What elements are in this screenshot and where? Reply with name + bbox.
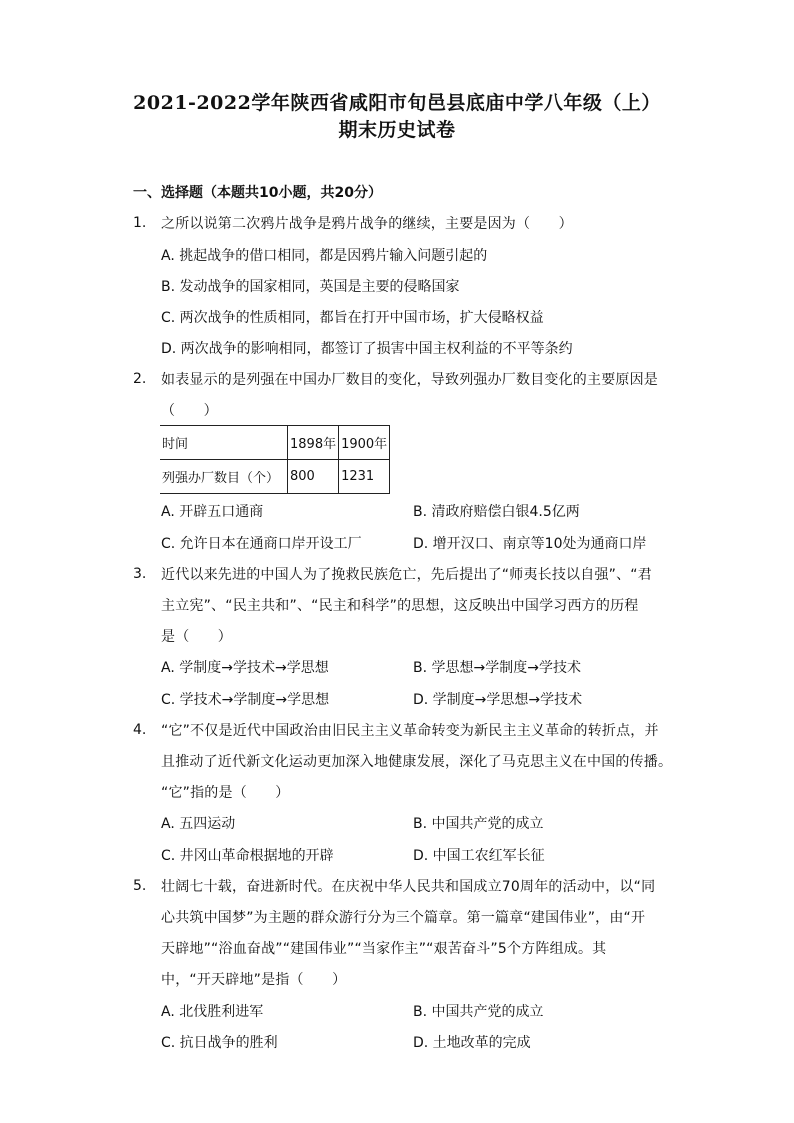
table-cell: 时间 bbox=[160, 426, 288, 460]
question-5-option-d: D. 土地改革的完成 bbox=[413, 1035, 531, 1051]
question-5-option-c: C. 抗日战争的胜利 bbox=[161, 1035, 278, 1051]
question-4-option-b: B. 中国共产党的成立 bbox=[413, 816, 544, 832]
table-cell: 列强办厂数目（个） bbox=[160, 460, 288, 494]
question-4-stem-line1: “它”不仅是近代中国政治由旧民主主义革命转变为新民主主义革命的转折点，并 bbox=[161, 723, 659, 739]
question-2-number: 2. bbox=[133, 371, 147, 387]
question-1-stem: 之所以说第二次鸦片战争是鸦片战争的继续，主要是因为（ ） bbox=[161, 216, 573, 232]
question-5-number: 5. bbox=[133, 878, 147, 894]
question-5-stem-line2: 心共筑中国梦”为主题的群众游行分为三个篇章。第一篇章“建国伟业”，由“开 bbox=[161, 910, 646, 926]
table-row bbox=[160, 460, 390, 494]
question-2-stem-line2: （ ） bbox=[161, 403, 218, 419]
question-3-option-a: A. 学制度→学技术→学思想 bbox=[161, 660, 329, 676]
question-5-stem-line4: 中，“开天辟地”是指（ ） bbox=[161, 972, 347, 988]
table-cell: 800 bbox=[288, 460, 339, 494]
question-4-stem-line3: “它”指的是（ ） bbox=[161, 785, 290, 801]
question-3-stem-line3: 是（ ） bbox=[161, 629, 232, 645]
exam-title-line2: 期末历史试卷 bbox=[338, 119, 456, 141]
table-cell: 1898年 bbox=[288, 426, 339, 460]
question-3-option-c: C. 学技术→学制度→学思想 bbox=[161, 692, 330, 708]
question-3-stem-line1: 近代以来先进的中国人为了挽救民族危亡，先后提出了“师夷长技以自强”、“君 bbox=[161, 567, 652, 583]
question-1-option-c: C. 两次战争的性质相同，都旨在打开中国市场，扩大侵略权益 bbox=[161, 310, 544, 326]
table-row bbox=[160, 426, 390, 460]
question-2-option-b: B. 清政府赔偿白银4.5亿两 bbox=[413, 504, 580, 520]
question-2-option-a: A. 开辟五口通商 bbox=[161, 504, 264, 520]
question-4-option-d: D. 中国工农红军长征 bbox=[413, 848, 545, 864]
question-3-stem-line2: 主立宪”、“民主共和”、“民主和科学”的思想，这反映出中国学习西方的历程 bbox=[161, 598, 639, 614]
question-1-option-b: B. 发动战争的国家相同，英国是主要的侵略国家 bbox=[161, 279, 460, 295]
question-4-option-c: C. 井冈山革命根据地的开辟 bbox=[161, 848, 334, 864]
question-3-number: 3. bbox=[133, 566, 147, 582]
section-heading: 一、选择题（本题共10小题，共20分） bbox=[133, 185, 382, 201]
question-2-stem-line1: 如表显示的是列强在中国办厂数目的变化，导致列强办厂数目变化的主要原因是 bbox=[161, 372, 658, 388]
question-5-stem-line1: 壮阔七十载，奋进新时代。在庆祝中华人民共和国成立70周年的活动中，以“同 bbox=[161, 879, 656, 895]
table-cell: 1231 bbox=[339, 460, 390, 494]
question-4-option-a: A. 五四运动 bbox=[161, 816, 236, 832]
question-5-stem-line3: 天辟地”“浴血奋战”“建国伟业”“当家作主”“艰苦奋斗”5个方阵组成。其 bbox=[161, 941, 607, 957]
question-2-option-d: D. 增开汉口、南京等10处为通商口岸 bbox=[413, 536, 647, 552]
question-4-number: 4. bbox=[133, 722, 147, 738]
exam-title-line1: 2021-2022学年陕西省咸阳市旬邑县底庙中学八年级（上） bbox=[133, 92, 661, 114]
table-cell: 1900年 bbox=[339, 426, 390, 460]
factory-count-table bbox=[160, 425, 390, 494]
question-3-option-b: B. 学思想→学制度→学技术 bbox=[413, 660, 581, 676]
question-3-option-d: D. 学制度→学思想→学技术 bbox=[413, 692, 583, 708]
question-1-option-a: A. 挑起战争的借口相同，都是因鸦片输入问题引起的 bbox=[161, 248, 488, 264]
question-2-option-c: C. 允许日本在通商口岸开设工厂 bbox=[161, 536, 362, 552]
question-4-stem-line2: 且推动了近代新文化运动更加深入地健康发展，深化了马克思主义在中国的传播。 bbox=[161, 754, 673, 770]
question-1-option-d: D. 两次战争的影响相同，都签订了损害中国主权利益的不平等条约 bbox=[161, 341, 573, 357]
question-5-option-b: B. 中国共产党的成立 bbox=[413, 1004, 544, 1020]
question-1-number: 1. bbox=[133, 215, 147, 231]
question-5-option-a: A. 北伐胜利进军 bbox=[161, 1004, 264, 1020]
